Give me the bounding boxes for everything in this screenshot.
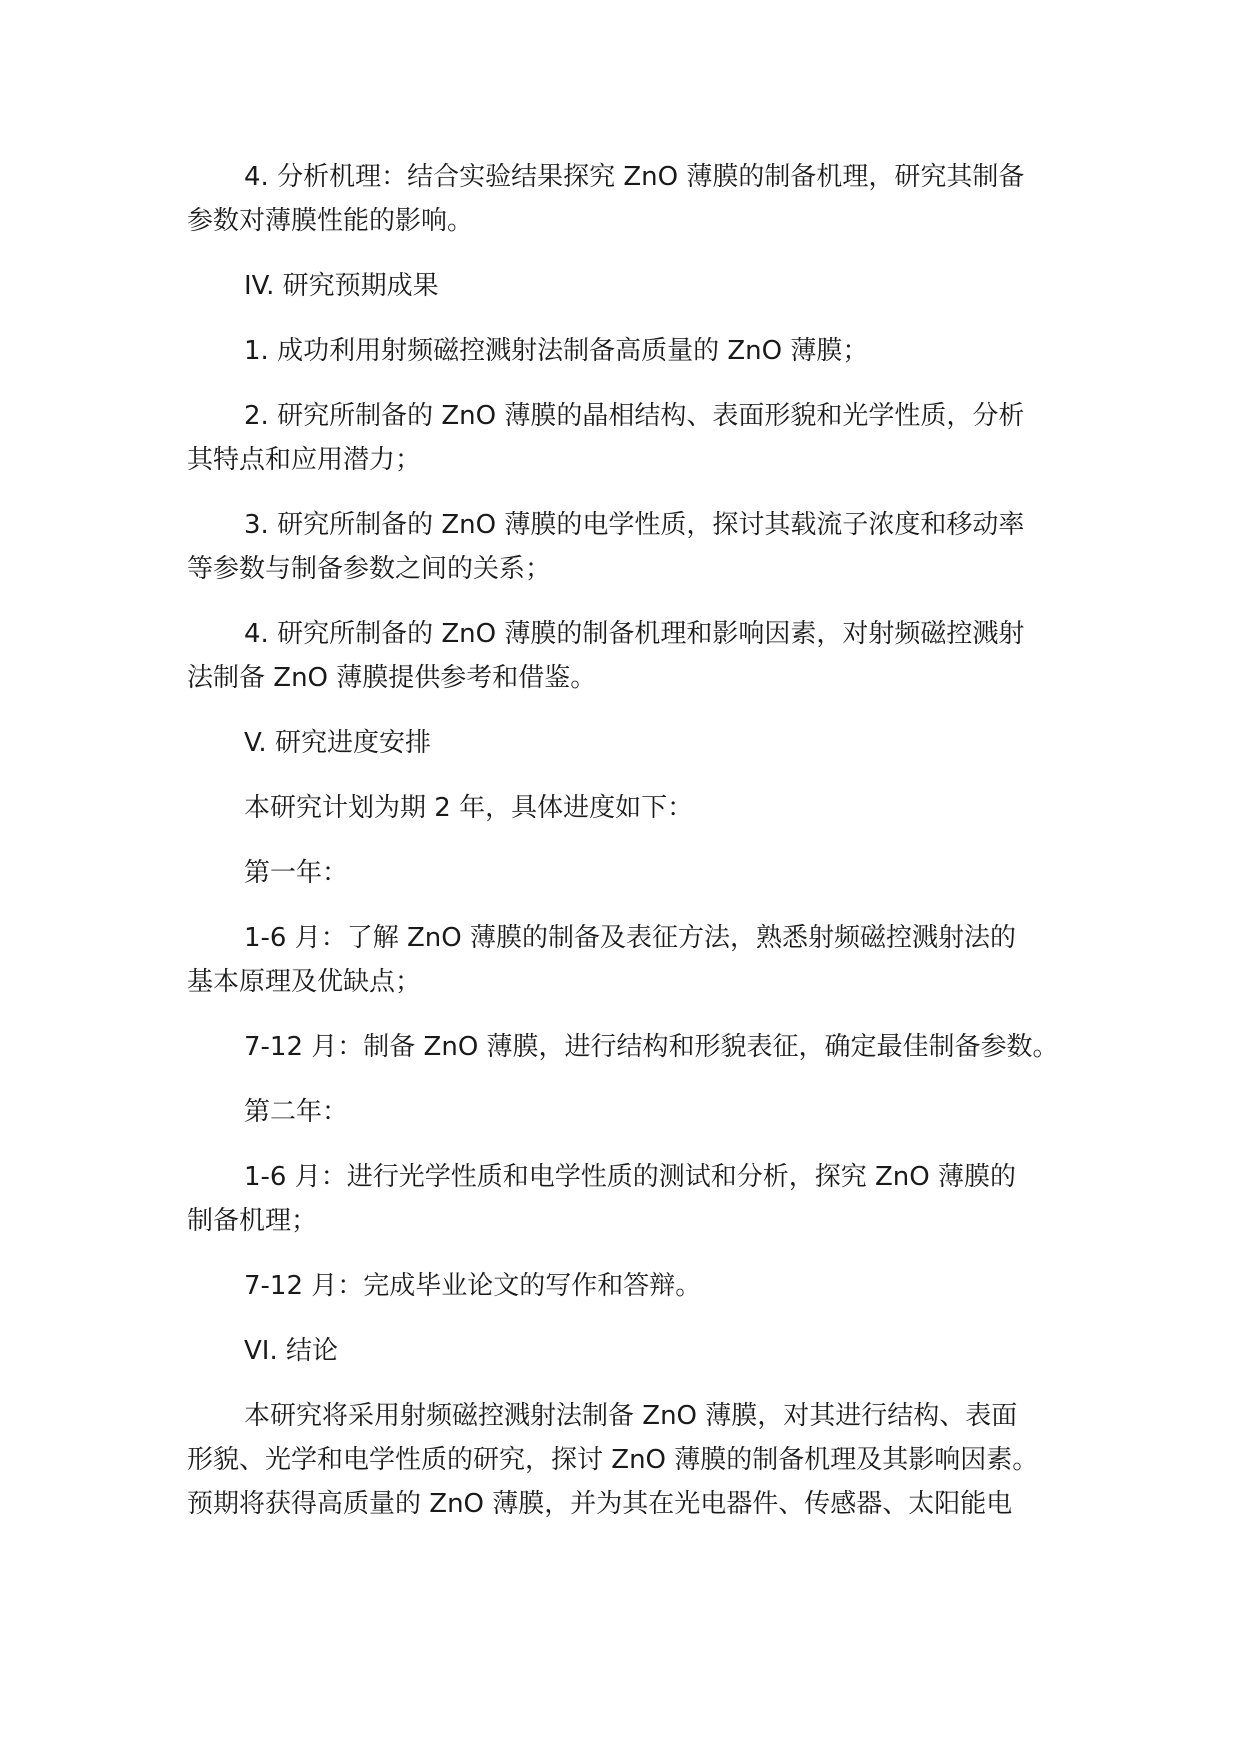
paragraph-year1-jan-jun	[187, 916, 1067, 1004]
paragraph-line: 参数对薄膜性能的影响。	[187, 206, 474, 236]
paragraph-line: 1-6 月：了解 ZnO 薄膜的制备及表征方法，熟悉射频磁控溅射法的	[244, 923, 1017, 953]
paragraph-line: 本研究计划为期 2 年，具体进度如下：	[244, 793, 694, 823]
paragraph-result-3	[187, 503, 1067, 591]
paragraph-conclusion	[187, 1394, 1067, 1526]
paragraph-year2-jul-dec	[187, 1264, 1067, 1308]
paragraph-first-year	[187, 851, 1067, 895]
paragraph-year2-jan-jun	[187, 1155, 1067, 1243]
paragraph-line: 制备机理；	[187, 1206, 318, 1236]
paragraph-line: 1-6 月：进行光学性质和电学性质的测试和分析，探究 ZnO 薄膜的	[244, 1162, 1017, 1192]
section-heading-schedule	[187, 721, 1067, 765]
paragraph-line: 2. 研究所制备的 ZnO 薄膜的晶相结构、表面形貌和光学性质，分析	[244, 401, 1025, 431]
paragraph-line: 等参数与制备参数之间的关系；	[187, 554, 552, 584]
paragraph-line: 形貌、光学和电学性质的研究，探讨 ZnO 薄膜的制备机理及其影响因素。	[187, 1445, 1039, 1475]
paragraph-line: 4. 分析机理：结合实验结果探究 ZnO 薄膜的制备机理，研究其制备	[244, 162, 1025, 192]
heading-text: IV. 研究预期成果	[244, 271, 439, 301]
document-body	[187, 155, 1067, 1547]
paragraph-line: 基本原理及优缺点；	[187, 967, 422, 997]
paragraph-schedule-intro	[187, 786, 1067, 830]
heading-text: V. 研究进度安排	[244, 728, 431, 758]
paragraph-line: 3. 研究所制备的 ZnO 薄膜的电学性质，探讨其载流子浓度和移动率	[244, 510, 1025, 540]
paragraph-line: 本研究将采用射频磁控溅射法制备 ZnO 薄膜，对其进行结构、表面	[244, 1401, 1018, 1431]
paragraph-line: 第一年：	[244, 858, 349, 888]
paragraph-result-4	[187, 612, 1067, 700]
paragraph-line: 其特点和应用潜力；	[187, 445, 422, 475]
paragraph-year1-jul-dec	[187, 1025, 1067, 1069]
paragraph-second-year	[187, 1090, 1067, 1134]
paragraph-result-1	[187, 329, 1067, 373]
paragraph-line: 4. 研究所制备的 ZnO 薄膜的制备机理和影响因素，对射频磁控溅射	[244, 619, 1025, 649]
paragraph-line: 7-12 月：制备 ZnO 薄膜，进行结构和形貌表征，确定最佳制备参数。	[244, 1032, 1059, 1062]
paragraph-line: 第二年：	[244, 1097, 349, 1127]
paragraph-line: 7-12 月：完成毕业论文的写作和答辩。	[244, 1271, 702, 1301]
paragraph-line: 1. 成功利用射频磁控溅射法制备高质量的 ZnO 薄膜；	[244, 336, 869, 366]
paragraph-line: 法制备 ZnO 薄膜提供参考和借鉴。	[187, 663, 597, 693]
section-heading-conclusion	[187, 1329, 1067, 1373]
heading-text: VI. 结论	[244, 1336, 338, 1366]
section-heading-expected-results	[187, 264, 1067, 308]
paragraph-analysis-mechanism	[187, 155, 1067, 243]
paragraph-result-2	[187, 394, 1067, 482]
paragraph-line: 预期将获得高质量的 ZnO 薄膜，并为其在光电器件、传感器、太阳能电	[187, 1489, 1013, 1519]
